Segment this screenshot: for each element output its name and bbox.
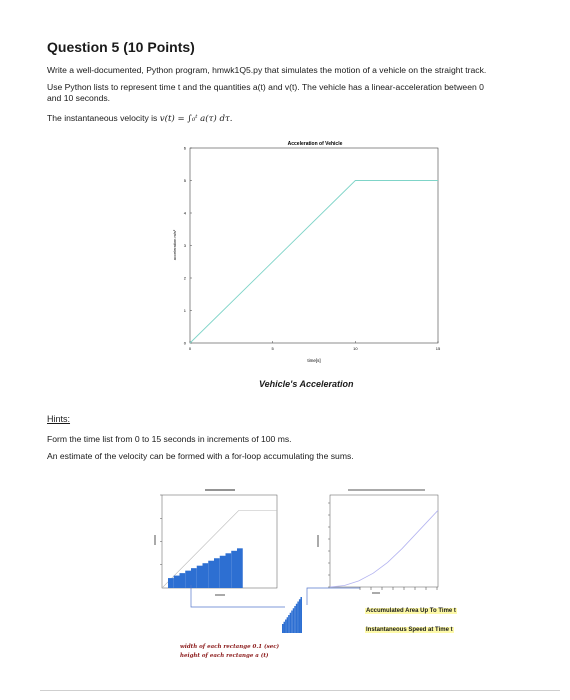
- x-tick-label: 5: [271, 346, 274, 351]
- instruction-line-2b: and 10 seconds.: [47, 93, 111, 103]
- y-tick-label: 5: [183, 178, 186, 183]
- bar: [208, 561, 214, 588]
- y-tick-label: 4: [183, 210, 186, 216]
- width-note: width of each rectange 0.1 (sec): [180, 644, 280, 650]
- bar: [220, 556, 226, 588]
- acceleration-chart: [160, 135, 450, 370]
- connector-lines: [185, 585, 365, 615]
- enlarged-bar: [293, 608, 295, 633]
- velocity-formula: v(t) = ∫₀ᵗ a(τ) dτ.: [159, 114, 233, 124]
- enlarged-bar: [290, 613, 292, 633]
- instruction-line-1: Write a well-documented, Python program, hmwk1Q5.py that simulates the motion of a vehicle on the straight track.: [47, 65, 487, 75]
- x-axis-label: time[s]: [307, 358, 321, 363]
- bar: [237, 548, 243, 588]
- y-tick-label: 1: [183, 308, 186, 313]
- x-tick-label: 10: [353, 346, 358, 351]
- enlarged-bar: [291, 611, 293, 634]
- velocity-formula-line: [47, 113, 562, 126]
- chart-title: Acceleration of Vehicle: [287, 141, 343, 147]
- hint-line-1: Form the time list from 0 to 15 seconds in increments of 100 ms.: [47, 434, 292, 444]
- figure-caption: Vehicle's Acceleration: [259, 379, 354, 389]
- accumulated-area-label: Accumulated Area Up To Time t: [366, 608, 456, 614]
- hints-heading: Hints:: [47, 414, 71, 424]
- bar: [226, 553, 232, 588]
- enlarged-bar: [287, 617, 289, 633]
- y-tick-label: 2: [183, 275, 186, 281]
- enlarged-bars: [281, 595, 303, 635]
- y-tick-label: 0: [183, 340, 186, 346]
- bar: [174, 576, 180, 588]
- y-axis-label: acceleration m/s²: [172, 229, 177, 261]
- y-tick-label: 6: [183, 145, 186, 151]
- instruction-line-2: Use Python lists to represent time t and the quantities a(t) and v(t). The vehicle has a linear-acceleration between 0: [47, 82, 484, 92]
- enlarged-bar: [282, 624, 284, 633]
- enlarged-bar: [300, 597, 302, 633]
- connector-right: [307, 588, 360, 605]
- question-title: Question 5 (10 Points): [47, 39, 195, 55]
- enlarged-bar: [294, 606, 296, 633]
- hint-line-2: An estimate of the velocity can be formed with a for-loop accumulating the sums.: [47, 451, 354, 461]
- x-tick-label: 0: [188, 346, 192, 351]
- x-tick-label: 15: [435, 346, 441, 351]
- plot-area: [190, 148, 438, 343]
- enlarged-bar: [299, 599, 301, 633]
- instantaneous-speed-label: Instantaneous Speed at Time t: [366, 627, 453, 633]
- enlarged-bar: [296, 604, 298, 633]
- enlarged-bar: [285, 620, 287, 634]
- velocity-formula-prefix: The instantaneous velocity is: [47, 113, 160, 123]
- connector-left: [191, 585, 285, 607]
- page-bottom-rule: [40, 690, 560, 691]
- enlarged-bar: [284, 622, 286, 633]
- bar: [214, 558, 220, 588]
- bar: [231, 551, 237, 588]
- enlarged-bar: [288, 615, 290, 633]
- bar: [168, 578, 174, 588]
- y-tick-label: 3: [183, 243, 186, 248]
- height-note: height of each rectange a (t): [180, 653, 269, 659]
- enlarged-bar: [297, 602, 299, 634]
- velocity-plot-area: [330, 495, 438, 587]
